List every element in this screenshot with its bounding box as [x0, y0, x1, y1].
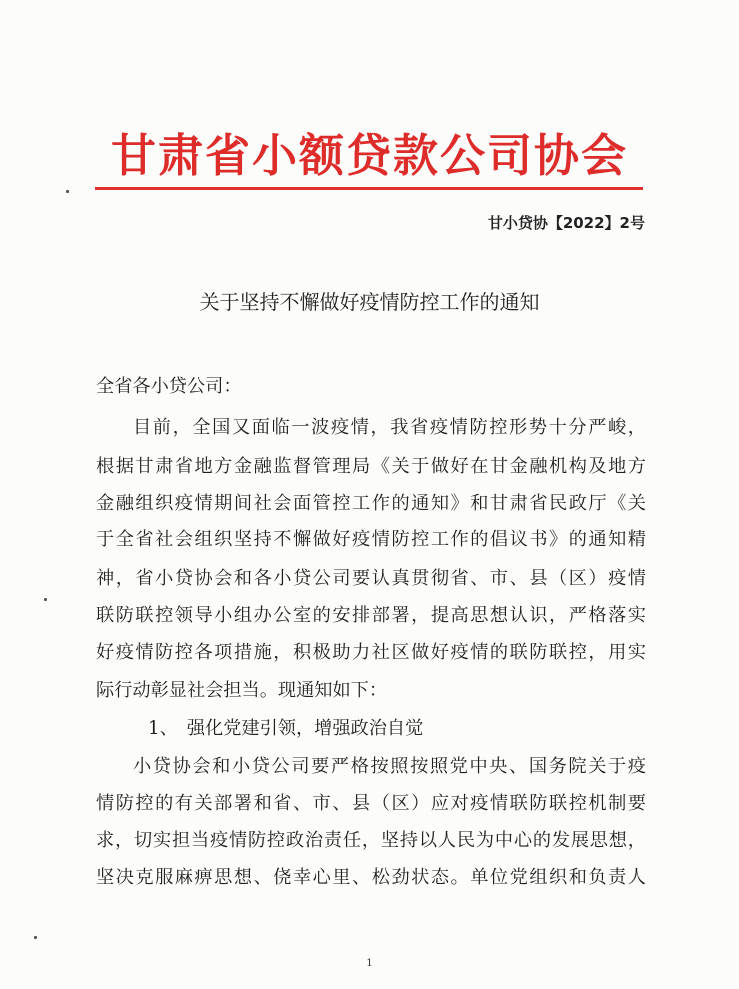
scan-speck	[44, 598, 47, 601]
body-line-11: 情防控的有关部署和省、市、县（区）应对疫情联防联控机制要	[96, 793, 646, 814]
body-line-1: 目前，全国又面临一波疫情，我省疫情防控形势十分严峻，	[133, 417, 646, 438]
body-line-13: 坚决克服麻痹思想、侥幸心里、松劲状态。单位党组织和负责人	[96, 867, 646, 888]
document-number: 甘小贷协【2022】2号	[487, 214, 645, 232]
red-header-rule	[95, 187, 643, 190]
body-line-8: 际行动彰显社会担当。现通知如下：	[96, 680, 388, 701]
scan-speck	[34, 936, 37, 939]
body-line-4: 于全省社会组织坚持不懈做好疫情防控工作的倡议书》的通知精	[96, 529, 646, 550]
scan-speck	[66, 190, 69, 193]
body-line-7: 好疫情防控各项措施，积极助力社区做好疫情的联防联控，用实	[96, 642, 646, 663]
body-line-2: 根据甘肃省地方金融监督管理局《关于做好在甘金融机构及地方	[96, 456, 646, 477]
org-name-header: 甘肃省小额贷款公司协会	[110, 129, 628, 182]
page-number: 1	[366, 958, 373, 969]
body-line-3: 金融组织疫情期间社会面管控工作的通知》和甘肃省民政厅《关	[96, 493, 646, 514]
body-line-6: 联防联控领导小组办公室的安排部署，提高思想认识，严格落实	[96, 605, 646, 626]
body-line-12: 求，切实担当疫情防控政治责任，坚持以人民为中心的发展思想，	[96, 830, 646, 851]
section-heading-1: 1、 强化党建引领，增强政治自觉	[148, 718, 424, 739]
body-line-5: 神，省小贷协会和各小贷公司要认真贯彻省、市、县（区）疫情	[96, 568, 646, 589]
salutation: 全省各小贷公司：	[96, 376, 242, 397]
body-line-10: 小贷协会和小贷公司要严格按照按照党中央、国务院关于疫	[133, 756, 646, 777]
notice-title: 关于坚持不懈做好疫情防控工作的通知	[199, 290, 540, 314]
